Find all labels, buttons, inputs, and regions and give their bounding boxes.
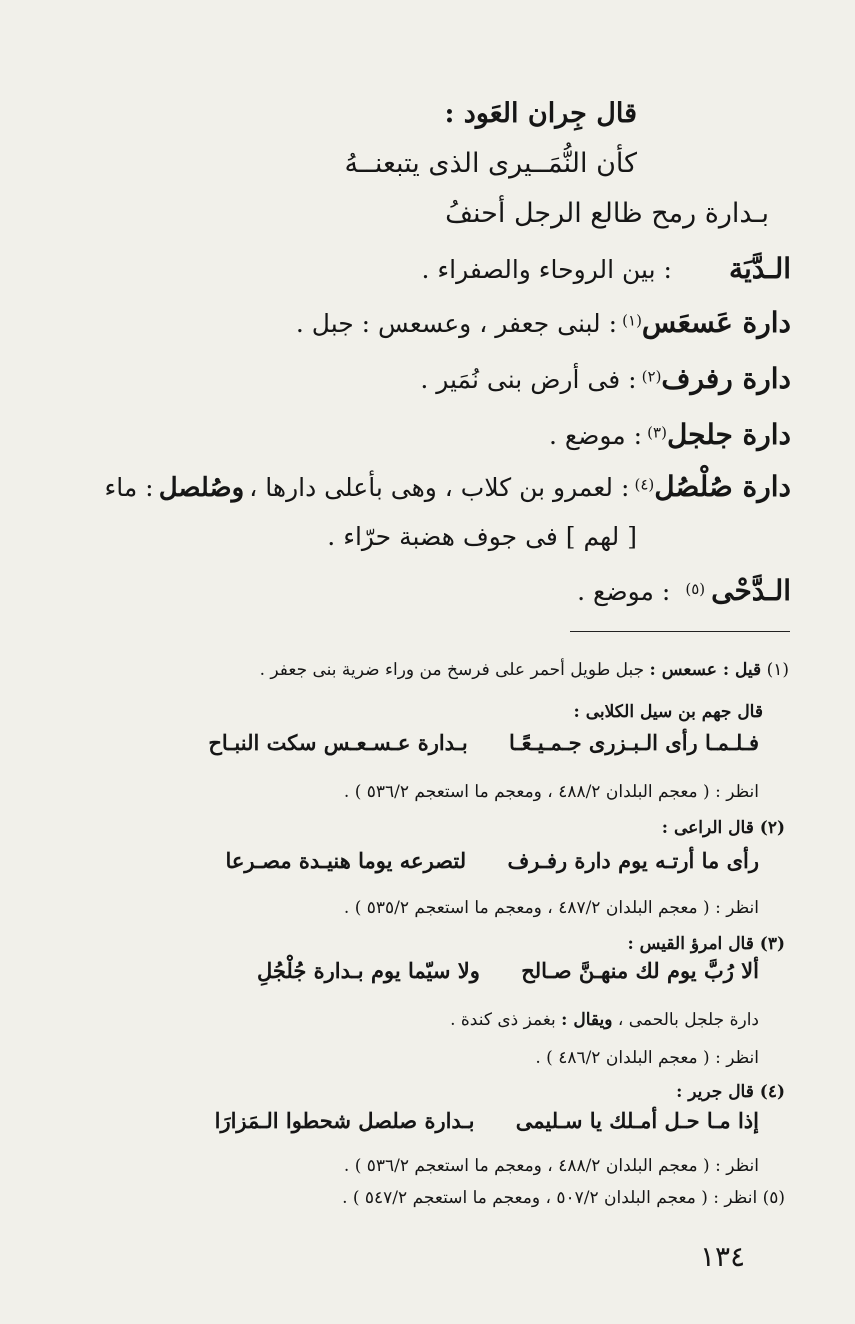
entry-text: : موضع . (577, 577, 671, 606)
entry-term: دارة جلجل (666, 418, 791, 451)
footnote-4-verse (215, 1108, 759, 1133)
verse-hemistich-right: إذا مـا حـل أمـلك يا سـليمى (515, 1108, 759, 1133)
footnote-1-number: (١) (766, 660, 789, 680)
footnote-separator (570, 631, 790, 632)
footnote-marker: (٢) (641, 367, 662, 386)
entry-darat-asas (296, 306, 791, 339)
footnote-3-verse (257, 958, 759, 983)
poem-line-1: كأن النُّمَــيرى الذى يتبعنــهُ (344, 148, 637, 179)
entry-text-secondary: : ماء (104, 473, 154, 502)
entry-addiya (422, 252, 792, 285)
footnote-2-verse (225, 848, 759, 873)
poem-line-2: بـدارة رمح ظالع الرجل أحنفُ (445, 198, 769, 229)
entry-darat-sulsul (104, 470, 791, 503)
footnote-1-bold: قيل : عسعس : (649, 660, 762, 680)
entry-text: : لبنى جعفر ، وعسعس : جبل . (295, 309, 618, 338)
footnote-5: (٥) انظر : ( معجم البلدان ٥٠٧/٢ ، ومعجم ما استعجم ٥٤٧/٢ ) . (342, 1188, 785, 1208)
footnote-3-note-text-2: بغمز ذى كندة . (450, 1010, 556, 1030)
footnote-1-poet: قال جهم بن سيل الكلابى : (573, 702, 763, 722)
footnote-marker: (١) (622, 311, 642, 330)
footnote-3-note (450, 1010, 759, 1030)
entry-term: دارة عَسعَس (641, 306, 791, 339)
entry-continuation: [ لهم ] فى جوف هضبة حرّاء . (327, 522, 637, 551)
verse-hemistich-left: لتصرعه يوما هنيـدة مصـرعا (225, 848, 467, 873)
verse-hemistich-right: فـلـمـا رأى الـبـزرى جـمـيـعًـا (509, 730, 759, 755)
footnote-2-reference: انظر : ( معجم البلدان ٤٨٧/٢ ، ومعجم ما استعجم ٥٣٥/٢ ) . (343, 898, 759, 918)
entry-term: دارة رفرف (661, 362, 791, 395)
entry-text: : لعمرو بن كلاب ، وهى بأعلى دارها ، (249, 473, 630, 502)
entry-darat-rafraf (420, 362, 791, 395)
footnote-2-heading: (٢) قال الراعى : (661, 818, 785, 838)
entry-darat-juljul (549, 418, 791, 451)
poem-intro: قال جِران العَود : (444, 98, 637, 129)
page-number: ١٣٤ (700, 1240, 746, 1273)
entry-adduhi (577, 574, 791, 607)
verse-hemistich-right: ألا رُبَّ يوم لك منهـنَّ صـالح (521, 958, 759, 983)
entry-term-secondary: وصُلصل (158, 473, 245, 503)
footnote-3-heading: (٣) قال امرؤ القيس : (627, 934, 785, 954)
footnote-3-note-bold: ويقال : (561, 1010, 613, 1030)
entry-text: : فى أرض بنى نُمَير . (420, 365, 637, 394)
footnote-1-verse (208, 730, 759, 755)
footnote-3-reference: انظر : ( معجم البلدان ٤٨٦/٢ ) . (535, 1048, 759, 1068)
verse-hemistich-left: ولا سيّما يوم بـدارة جُلْجُلِ (256, 958, 480, 983)
verse-hemistich-left: بـدارة صلصل شحطوا الـمَزارَا (214, 1108, 475, 1133)
verse-hemistich-right: رأى ما أرتـه يوم دارة رفـرف (507, 848, 759, 873)
footnote-marker: (٣) (647, 423, 667, 442)
entry-term: الـدَّيَة (728, 252, 791, 285)
footnote-4-heading: (٤) قال جرير : (676, 1082, 785, 1102)
footnote-1-reference: انظر : ( معجم البلدان ٤٨٨/٢ ، ومعجم ما استعجم ٥٣٦/٢ ) . (343, 782, 759, 802)
footnote-marker: (٥) (685, 579, 706, 598)
footnote-4-reference: انظر : ( معجم البلدان ٤٨٨/٢ ، ومعجم ما استعجم ٥٣٦/٢ ) . (343, 1156, 759, 1176)
entry-text: : بين الروحاء والصفراء . (421, 255, 672, 284)
footnote-3-note-text: دارة جلجل بالحمى ، (617, 1010, 759, 1030)
entry-term: الـدَّحْى (711, 574, 791, 607)
footnote-1-line (260, 660, 789, 680)
footnote-marker: (٤) (634, 475, 655, 494)
verse-hemistich-left: بـدارة عـسـعـس سكت النبـاح (208, 730, 468, 755)
footnote-1-text: جبل طويل أحمر على فرسخ من وراء ضرية بنى جعفر . (259, 660, 645, 680)
entry-text: : موضع . (548, 421, 643, 450)
entry-term: دارة صُلْصُل (654, 470, 791, 503)
